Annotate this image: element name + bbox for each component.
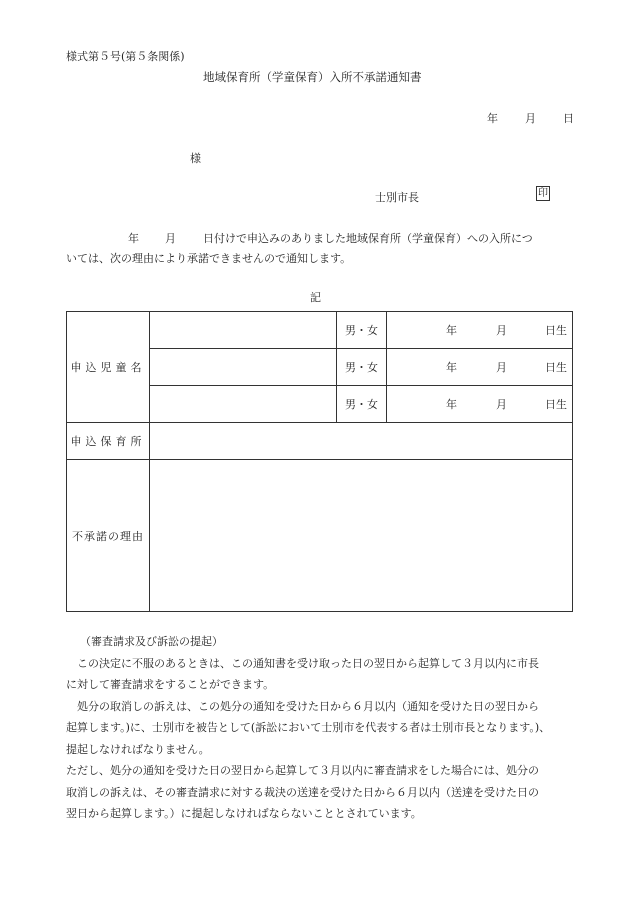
- nursery-label: 申込保育所: [67, 423, 150, 460]
- dob-field-3[interactable]: [387, 386, 573, 423]
- dob-field-1[interactable]: [387, 312, 573, 349]
- dob-year-label: 年: [446, 324, 457, 337]
- body-month-label: 月: [165, 232, 176, 245]
- notice-line: 処分の取消しの訴えは、この処分の通知を受けた日から６月以内（通知を受けた日の翌日から: [66, 700, 539, 713]
- body-line-2: いては、次の理由により承諾できませんので通知します。: [66, 252, 352, 265]
- dob-day-label: 日生: [545, 324, 567, 337]
- child-name-field-3[interactable]: [150, 386, 337, 423]
- form-number: 様式第５号(第５条関係): [66, 50, 185, 63]
- document-title: 地域保育所（学童保育）入所不承諾通知書: [203, 70, 422, 84]
- date-month-label: 月: [525, 112, 536, 125]
- ki-marker: 記: [310, 291, 321, 304]
- notice-line: ただし、処分の通知を受けた日の翌日から起算して３月以内に審査請求をした場合には、処分の: [66, 764, 539, 777]
- date-year-label: 年: [487, 112, 498, 125]
- child-name-field-1[interactable]: [150, 312, 337, 349]
- dob-year-label: 年: [446, 361, 457, 374]
- body-line-1: 日付けで申込みのありました地域保育所（学童保育）への入所につ: [203, 232, 533, 245]
- child-name-label: 申込児童名: [67, 312, 150, 423]
- notice-line: 翌日から起算します。）に提起しなければならないこととされています。: [66, 807, 422, 820]
- child-row-1: [67, 312, 573, 349]
- record-table: [66, 311, 573, 612]
- addressee-suffix: 様: [190, 152, 201, 165]
- notice-line: 取消しの訴えは、その審査請求に対する裁決の送達を受けた日から６月以内（送達を受けた日の: [66, 786, 539, 799]
- reason-row: [67, 460, 573, 612]
- gender-field-2[interactable]: 男・女: [337, 349, 387, 386]
- dob-month-label: 月: [496, 361, 507, 374]
- gender-field-1[interactable]: 男・女: [337, 312, 387, 349]
- dob-day-label: 日生: [545, 398, 567, 411]
- notice-heading: （審査請求及び訴訟の提起）: [80, 635, 223, 648]
- dob-day-label: 日生: [545, 361, 567, 374]
- sender-name: 士別市長: [375, 191, 419, 204]
- notice-line: に対して審査請求をすることができます。: [66, 678, 275, 691]
- notice-line: 起算します。)に、士別市を被告として(訴訟において士別市を代表する者は士別市長となります。)、: [66, 721, 551, 734]
- date-day-label: 日: [563, 112, 574, 125]
- nursery-field[interactable]: [150, 423, 573, 460]
- child-name-field-2[interactable]: [150, 349, 337, 386]
- dob-field-2[interactable]: [387, 349, 573, 386]
- gender-field-3[interactable]: 男・女: [337, 386, 387, 423]
- dob-month-label: 月: [496, 398, 507, 411]
- notice-line: この決定に不服のあるときは、この通知書を受け取った日の翌日から起算して３月以内に市長: [66, 657, 539, 670]
- dob-month-label: 月: [496, 324, 507, 337]
- body-year-label: 年: [128, 232, 139, 245]
- notice-line: 提起しなければなりません。: [66, 743, 210, 756]
- seal-mark: 印: [538, 188, 548, 199]
- nursery-row: [67, 423, 573, 460]
- dob-year-label: 年: [446, 398, 457, 411]
- reason-field[interactable]: [150, 460, 573, 612]
- reason-label: 不承諾の理由: [67, 460, 150, 612]
